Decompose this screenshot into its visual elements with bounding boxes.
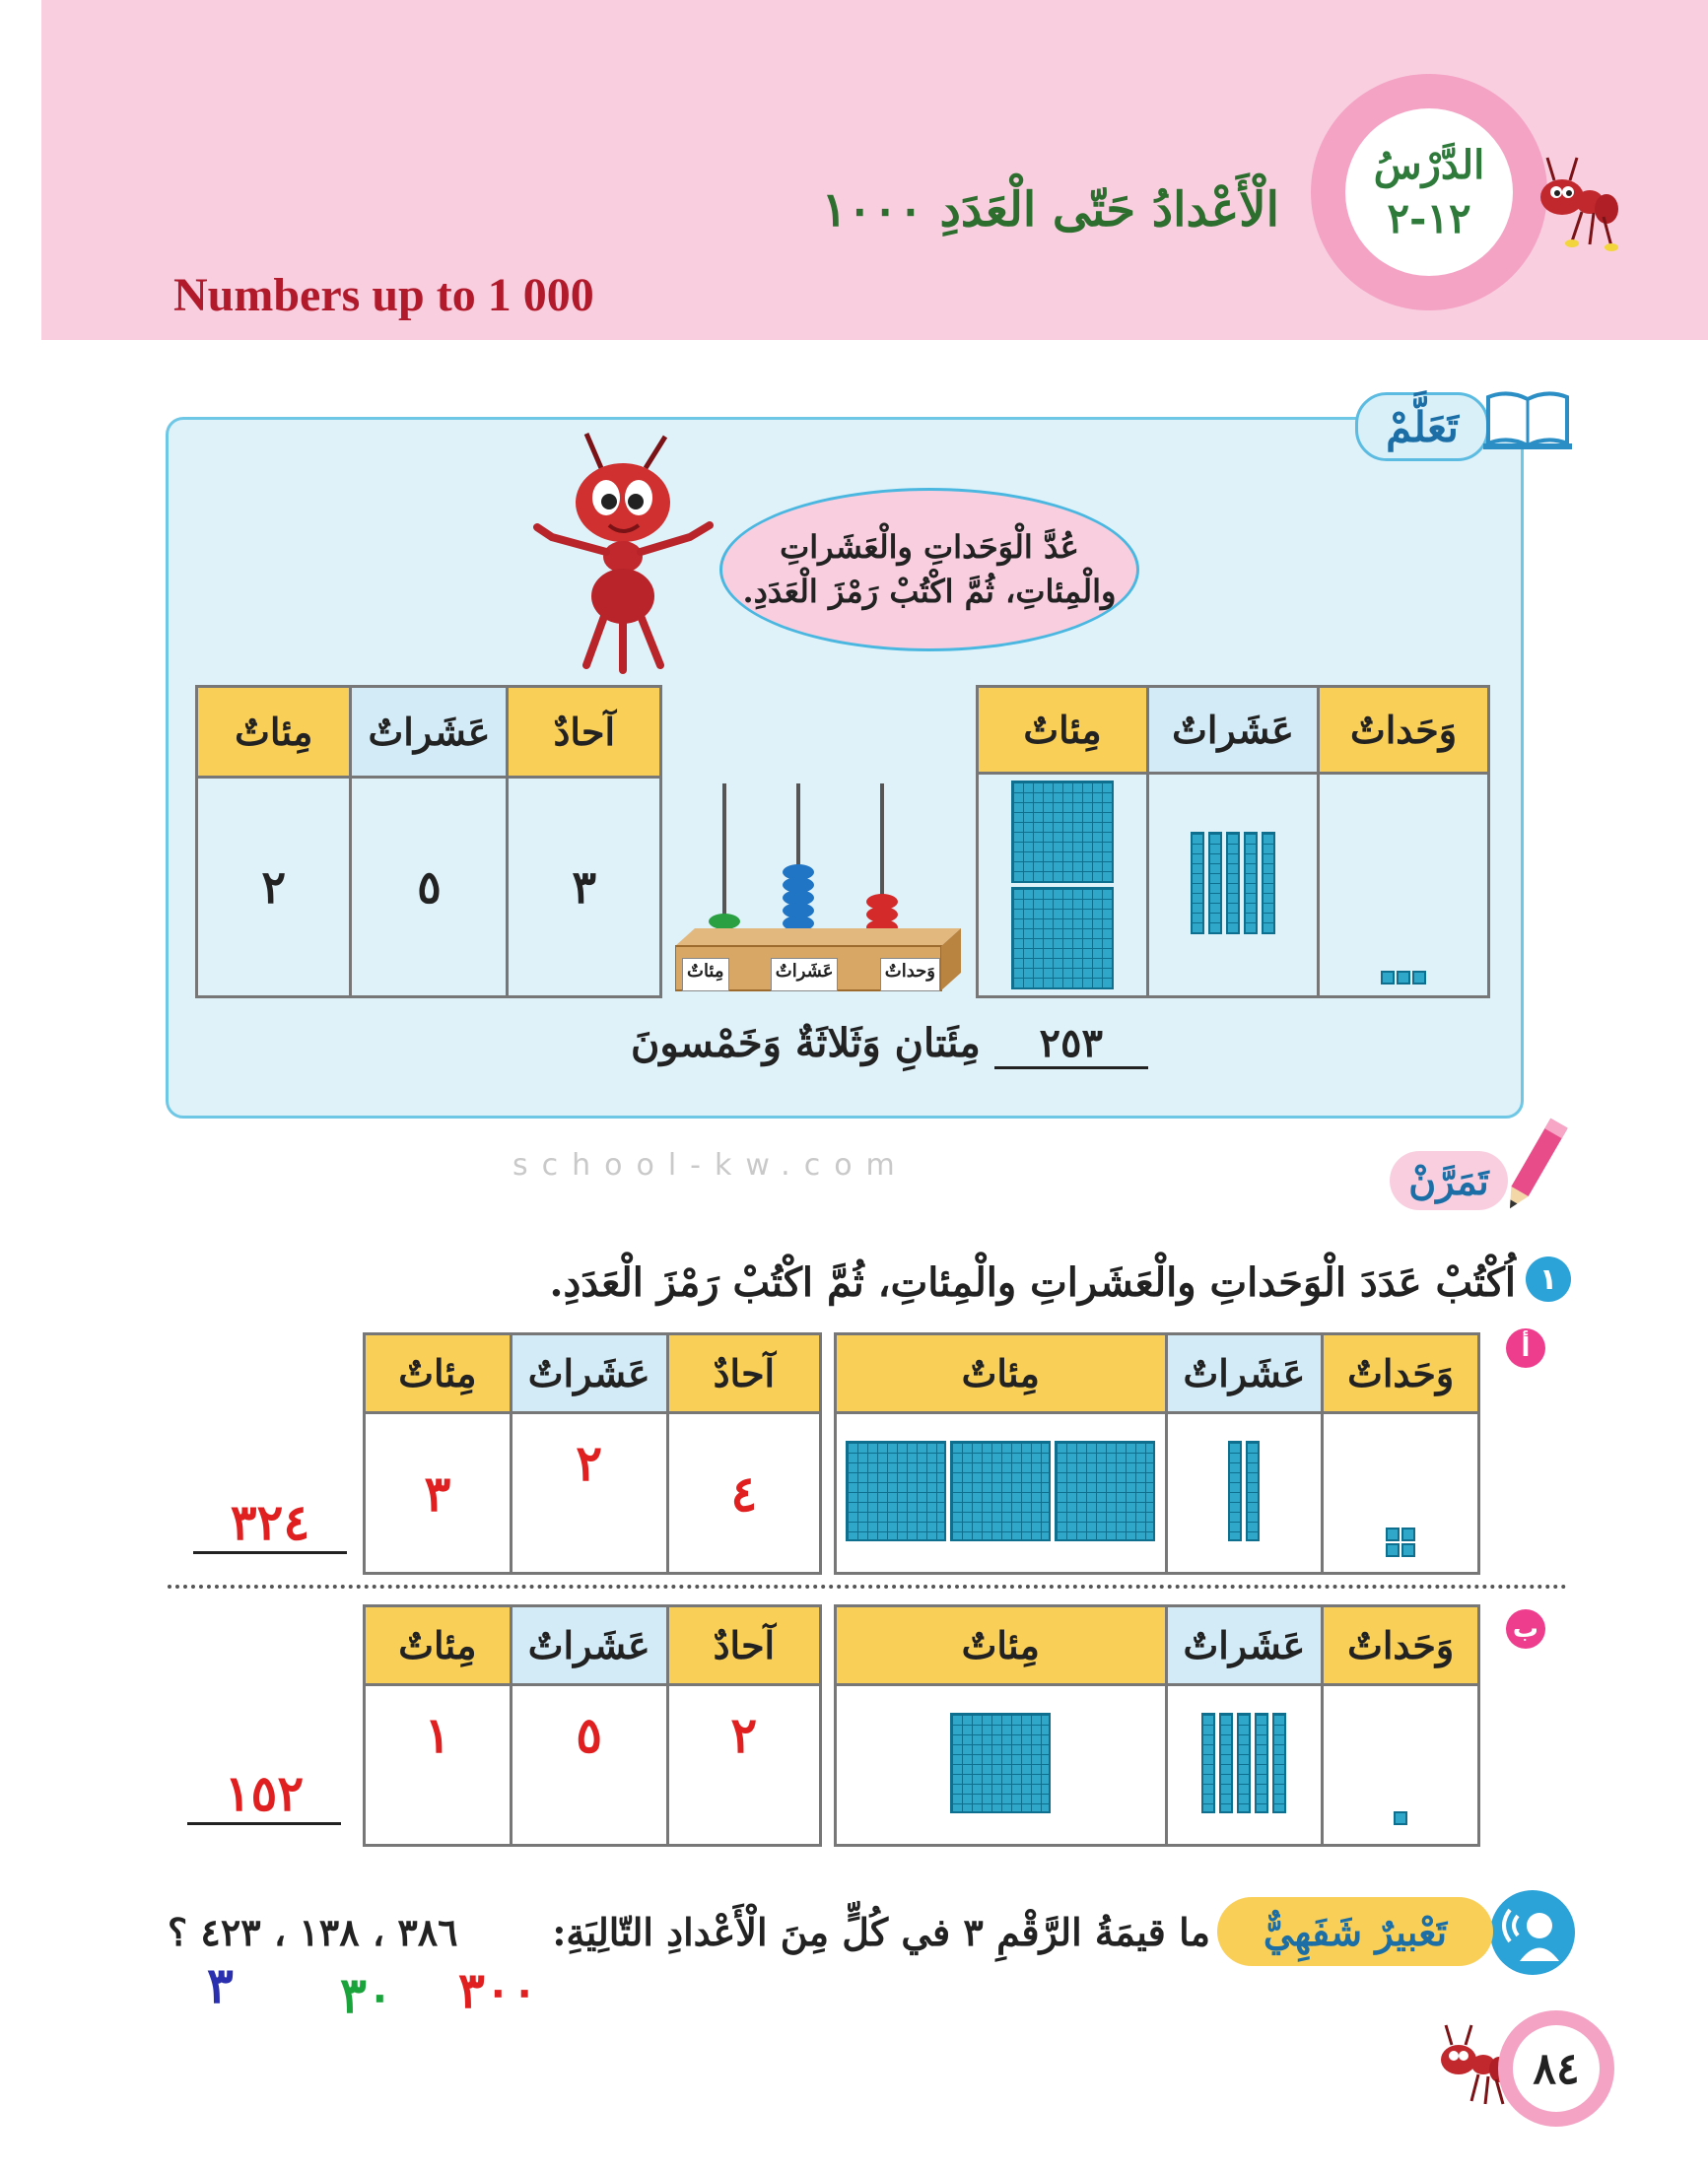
lesson-word: الدَّرْسُ xyxy=(1373,142,1485,188)
hundreds-blocks-cell xyxy=(836,1685,1167,1846)
part-b-blocks-table xyxy=(834,1604,1480,1847)
watermark-text: school-kw.com xyxy=(512,1148,909,1183)
number-symbol: ٢٥٣ xyxy=(994,1020,1148,1069)
ant-mascot-small-icon xyxy=(1533,148,1621,256)
unit-cube xyxy=(1401,1543,1415,1557)
part-a-digits-table xyxy=(363,1332,822,1575)
header-ones: وَحَداتٌ xyxy=(1323,1606,1479,1685)
header-hundreds: مِئاتٌ xyxy=(836,1606,1167,1685)
oral-question: ما قيمَةُ الرَّقْمِ ٣ في كُلٍّ مِنَ الْأَعْدادِ التّالِيَةِ: xyxy=(552,1910,1210,1954)
oral-expression-tag: تَعْبيرٌ شَفَهِيٌّ xyxy=(1217,1897,1493,1966)
tens-digit: ٥ xyxy=(351,778,508,997)
learn-tag: تَعَلَّمْ xyxy=(1355,392,1489,461)
header-tens: عَشَراتٌ xyxy=(1166,1606,1323,1685)
part-a-answer: ٣٢٤ xyxy=(193,1493,347,1554)
pencil-icon xyxy=(1500,1112,1569,1220)
hundreds-digit-handwritten: ٣ xyxy=(365,1413,512,1574)
question-1-text: اُكْتُبْ عَدَدَ الْوَحَداتِ والْعَشَراتِ والْمِئاتِ، ثُمَّ اكْتُبْ رَمْزَ الْعَدَدِ. xyxy=(549,1259,1516,1306)
hundred-flat-block xyxy=(846,1441,946,1541)
header-ones: آحادٌ xyxy=(508,687,661,778)
unit-cube xyxy=(1386,1543,1400,1557)
part-b-answer: ١٥٢ xyxy=(187,1764,341,1825)
question-1-badge: ١ xyxy=(1526,1256,1571,1302)
bubble-line-2: والْمِئاتِ، ثُمَّ اكْتُبْ رَمْزَ الْعَدَدِ. xyxy=(742,573,1117,610)
header-hundreds: مِئاتٌ xyxy=(365,1334,512,1413)
header-tens: عَشَراتٌ xyxy=(351,687,508,778)
ten-rod-block xyxy=(1246,1441,1260,1541)
abacus-label-ones: وَحداتٌ xyxy=(880,958,940,991)
part-a-blocks-table xyxy=(834,1332,1480,1575)
tens-blocks-cell xyxy=(1148,774,1319,997)
header-hundreds: مِئاتٌ xyxy=(978,687,1148,774)
unit-cube xyxy=(1401,1528,1415,1541)
ten-rod-block xyxy=(1219,1713,1233,1813)
ten-rod-block xyxy=(1191,832,1204,934)
header-ones: وَحَداتٌ xyxy=(1323,1334,1479,1413)
header-hundreds: مِئاتٌ xyxy=(197,687,351,778)
unit-cube xyxy=(1394,1811,1407,1825)
tens-digit-handwritten: ٢ xyxy=(511,1413,667,1574)
dotted-divider xyxy=(168,1585,1567,1589)
ten-rod-block xyxy=(1237,1713,1251,1813)
tens-blocks-cell xyxy=(1166,1685,1323,1846)
hundred-flat-block xyxy=(950,1441,1051,1541)
page-number: ٨٤ xyxy=(1513,2025,1600,2112)
hundreds-digit: ٢ xyxy=(197,778,351,997)
bubble-line-1: عُدَّ الْوَحَداتِ والْعَشَراتِ xyxy=(780,528,1079,567)
ones-digit: ٣ xyxy=(508,778,661,997)
abacus-label-hundreds: مِئاتٌ xyxy=(682,958,729,991)
lesson-number: ١٢-٢ xyxy=(1387,194,1471,242)
unit-cube xyxy=(1397,971,1410,985)
lesson-badge xyxy=(1345,108,1513,276)
header-tens: عَشَراتٌ xyxy=(511,1334,667,1413)
header-ones: وَحَداتٌ xyxy=(1319,687,1489,774)
open-book-icon xyxy=(1483,389,1572,450)
hundred-flat-block xyxy=(950,1713,1051,1813)
ten-rod-block xyxy=(1262,832,1275,934)
abacus-label-tens: عَشَراتٌ xyxy=(771,958,839,991)
header-hundreds: مِئاتٌ xyxy=(836,1334,1167,1413)
unit-cube xyxy=(1386,1528,1400,1541)
header-ones: آحادٌ xyxy=(667,1606,820,1685)
ten-rod-block xyxy=(1272,1713,1286,1813)
number-words: مِئَتانِ وَثَلاثَةٌ وَخَمْسونَ xyxy=(631,1020,981,1066)
handwritten-answer-3: ٣ xyxy=(207,1956,234,2014)
unit-cube xyxy=(1412,971,1426,985)
ones-blocks-cell xyxy=(1323,1413,1479,1574)
hundred-flat-block xyxy=(1011,887,1114,989)
lesson-title-arabic: الْأَعْدادُ حَتّى الْعَدَدِ ١٠٠٠ xyxy=(821,182,1279,238)
hundred-flat-block xyxy=(1055,1441,1155,1541)
ones-digit-handwritten: ٢ xyxy=(667,1685,820,1846)
hundreds-blocks-cell xyxy=(836,1413,1167,1574)
learn-digits-table xyxy=(195,685,662,998)
hundreds-blocks-cell xyxy=(978,774,1148,997)
handwritten-answer-30: ٣٠ xyxy=(340,1966,393,2024)
ten-rod-block xyxy=(1244,832,1258,934)
hundreds-digit-handwritten: ١ xyxy=(365,1685,512,1846)
ten-rod-block xyxy=(1201,1713,1215,1813)
ten-rod-block xyxy=(1228,1441,1242,1541)
header-tens: عَشَراتٌ xyxy=(1148,687,1319,774)
ten-rod-block xyxy=(1255,1713,1268,1813)
ten-rod-block xyxy=(1208,832,1222,934)
ones-blocks-cell xyxy=(1323,1685,1479,1846)
part-a-badge: أ xyxy=(1506,1328,1545,1368)
tens-digit-handwritten: ٥ xyxy=(511,1685,667,1846)
abacus-labels xyxy=(682,958,940,991)
speaking-person-icon xyxy=(1490,1890,1575,1975)
oral-numbers: ٣٨٦ ، ١٣٨ ، ٤٢٣ ؟ xyxy=(168,1910,458,1954)
unit-cube xyxy=(1381,971,1395,985)
practice-tag: تَمَرَّنْ xyxy=(1390,1151,1508,1210)
tens-blocks-cell xyxy=(1166,1413,1323,1574)
header-ones: آحادٌ xyxy=(667,1334,820,1413)
lesson-title-english: Numbers up to 1 000 xyxy=(173,269,594,321)
learn-blocks-table xyxy=(976,685,1490,998)
part-b-digits-table xyxy=(363,1604,822,1847)
header-tens: عَشَراتٌ xyxy=(1166,1334,1323,1413)
part-b-badge: ب xyxy=(1506,1609,1545,1649)
handwritten-answer-300: ٣٠٠ xyxy=(458,1961,538,2019)
ones-digit-handwritten: ٤ xyxy=(667,1413,820,1574)
ant-mascot-icon xyxy=(532,429,719,675)
ant-speech-bubble xyxy=(719,488,1139,651)
hundred-flat-block xyxy=(1011,781,1114,883)
number-symbol-and-words xyxy=(631,1020,1148,1069)
header-tens: عَشَراتٌ xyxy=(511,1606,667,1685)
ones-blocks-cell xyxy=(1319,774,1489,997)
ten-rod-block xyxy=(1226,832,1240,934)
header-hundreds: مِئاتٌ xyxy=(365,1606,512,1685)
